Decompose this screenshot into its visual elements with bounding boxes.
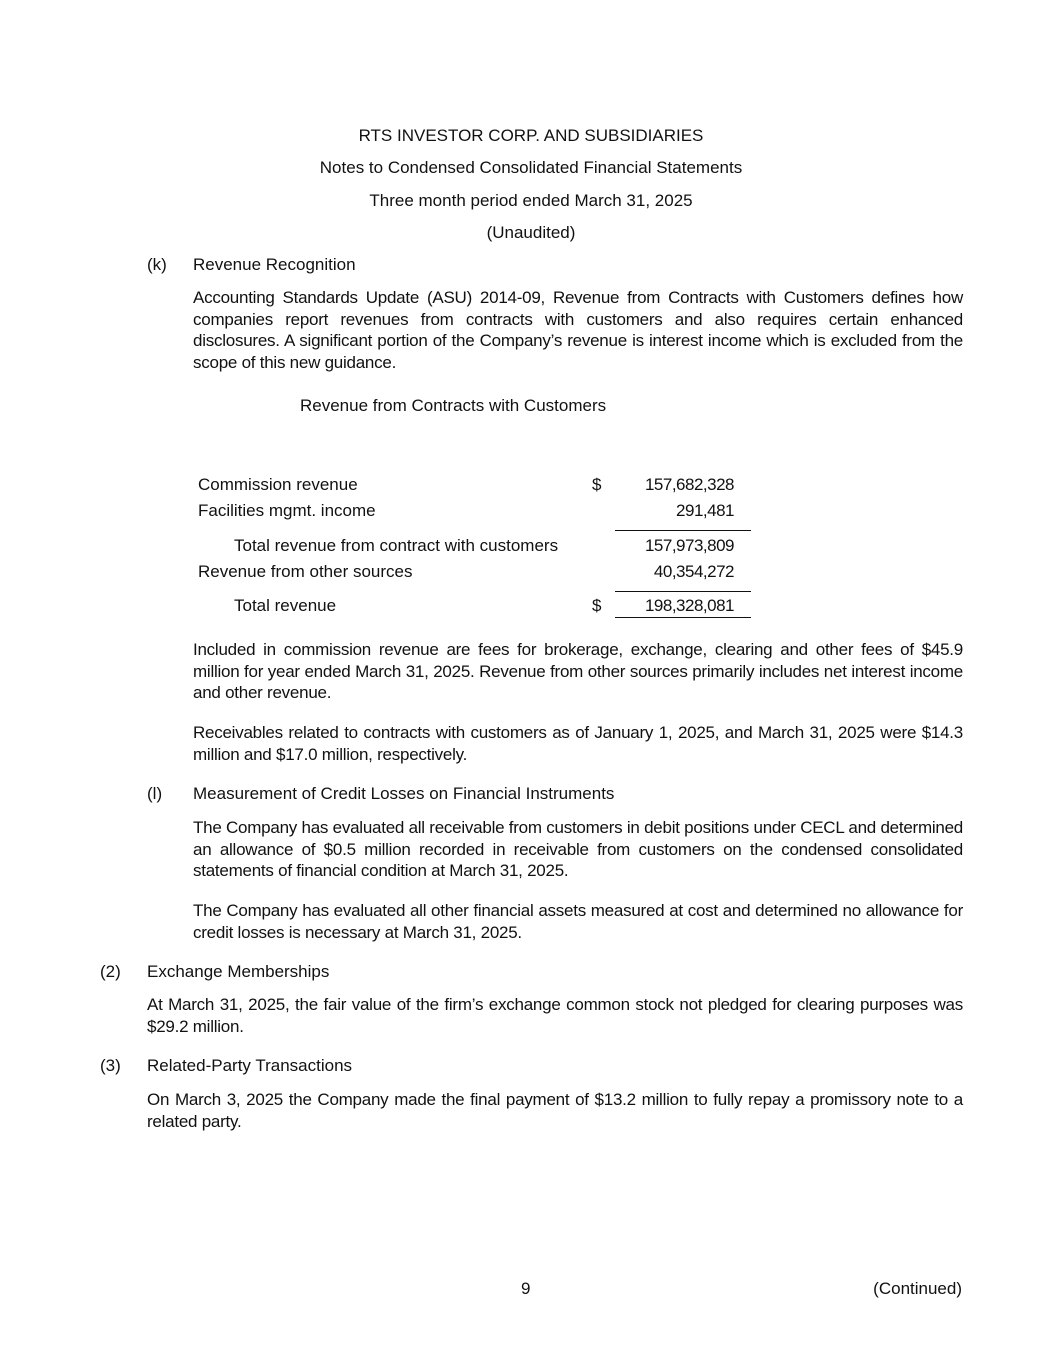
row-label-contract-total: Total revenue from contract with customers: [234, 536, 559, 555]
row-amount-contract-total: 157,973,809: [644, 536, 734, 555]
row-label-other-sources: Revenue from other sources: [198, 562, 413, 581]
total-rule-bottom: [615, 617, 751, 618]
continued-label: (Continued): [873, 1279, 962, 1298]
section-2-paragraph: At March 31, 2025, the fair value of the firm’s exchange common stock not pledged for clearing purposes was $29.2 million.: [147, 995, 963, 1036]
currency-symbol: $: [592, 475, 602, 494]
row-label-commission: Commission revenue: [198, 475, 358, 494]
section-3-paragraph: On March 3, 2025 the Company made the final payment of $13.2 million to fully repay a promissory note to a related party.: [147, 1090, 963, 1131]
section-l-paragraph-2: The Company has evaluated all other financial assets measured at cost and determined no allowance for credit losses is necessary at March 31, 2025.: [193, 901, 963, 942]
revenue-table-title: Revenue from Contracts with Customers: [300, 396, 607, 415]
section-k-note-1: Included in commission revenue are fees for brokerage, exchange, clearing and other fees of $45.9 million for year ended March 31, 2025. Revenue from other sources primarily includes net interest income and other revenue.: [193, 640, 963, 702]
row-label-total: Total revenue: [234, 596, 337, 615]
section-l-marker: (l): [147, 784, 163, 803]
section-3-heading: Related-Party Transactions: [147, 1056, 353, 1075]
section-2-marker: (2): [100, 962, 121, 981]
row-label-facilities: Facilities mgmt. income: [198, 501, 376, 520]
document-title: Notes to Condensed Consolidated Financial Statements: [319, 158, 743, 177]
page-number: 9: [521, 1279, 531, 1298]
section-k-marker: (k): [147, 255, 167, 274]
audit-status: (Unaudited): [486, 223, 576, 242]
section-k-note-2: Receivables related to contracts with customers as of January 1, 2025, and March 31, 2025 were $14.3 million and $17.0 million, respectively.: [193, 723, 963, 764]
report-period: Three month period ended March 31, 2025: [369, 191, 693, 210]
subtotal-rule: [615, 530, 751, 531]
section-2-heading: Exchange Memberships: [147, 962, 330, 981]
section-3-marker: (3): [100, 1056, 121, 1075]
total-rule-top: [615, 591, 751, 592]
row-amount-commission: 157,682,328: [644, 475, 734, 494]
section-l-paragraph-1: The Company has evaluated all receivable from customers in debit positions under CECL and determined an allowance of $0.5 million recorded in receivable from customers on the condensed consolidated statements of financial condition at March 31, 2025.: [193, 818, 964, 880]
section-l-heading: Measurement of Credit Losses on Financial Instruments: [193, 784, 615, 803]
row-amount-other-sources: 40,354,272: [653, 562, 734, 581]
revenue-table: [198, 472, 758, 622]
company-name: RTS INVESTOR CORP. AND SUBSIDIARIES: [358, 126, 704, 145]
row-amount-facilities: 291,481: [676, 501, 734, 520]
currency-symbol-total: $: [592, 596, 602, 615]
section-k-paragraph: Accounting Standards Update (ASU) 2014-09, Revenue from Contracts with Customers defines how companies report revenues from contracts with customers and also requires certain enhanced disclosures. A significant portion of the Company’s revenue is interest income which is excluded from the scope of this new guidance.: [193, 288, 963, 372]
section-k-heading: Revenue Recognition: [193, 255, 356, 274]
row-amount-total: 198,328,081: [644, 596, 734, 615]
